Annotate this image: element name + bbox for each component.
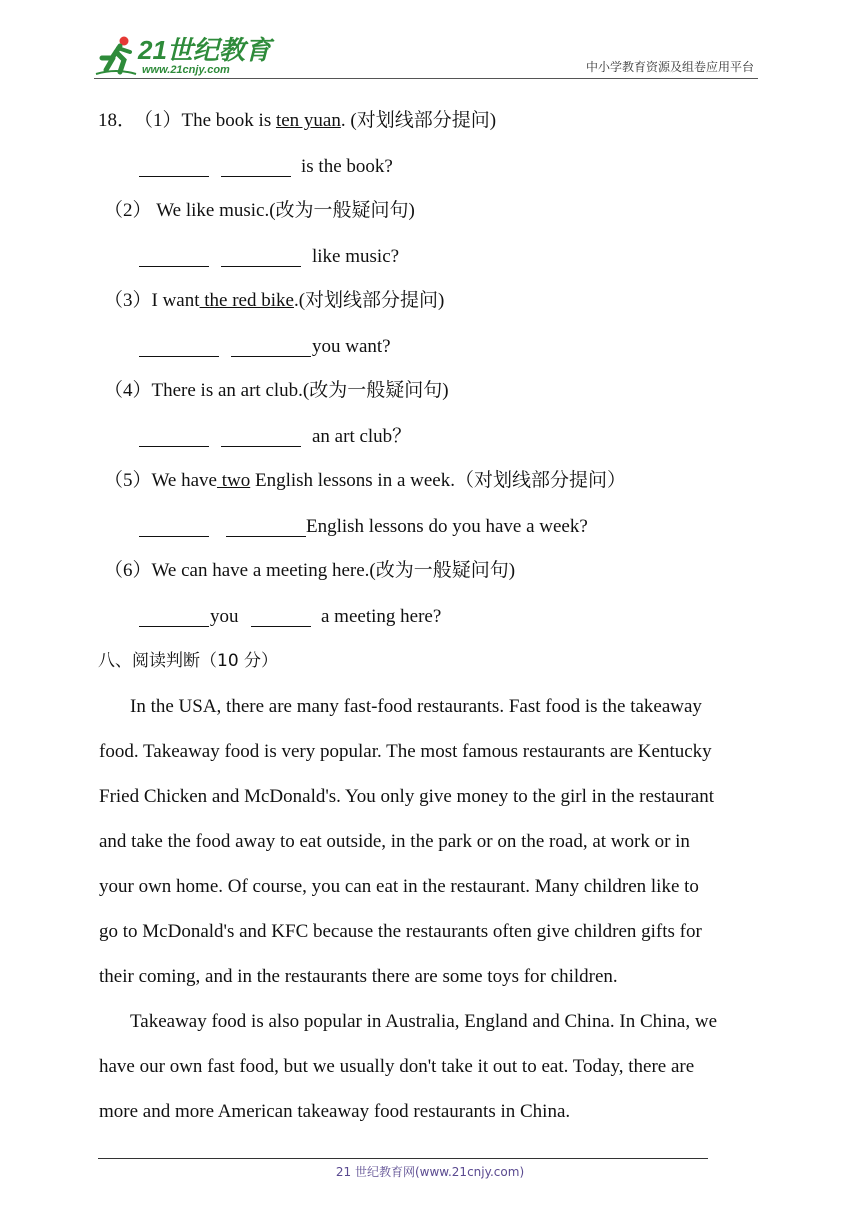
q18-p1-answer-line (0, 154, 860, 180)
answer-blank[interactable] (139, 338, 219, 357)
q18-p3-suffix: .(对划线部分提问) (293, 290, 445, 311)
q18-part3 (0, 288, 860, 314)
page-footer (0, 1164, 860, 1180)
footer-text: 21 世纪教育网(www.21cnjy.com) (335, 1165, 525, 1179)
q18-p5-answer-line (0, 514, 860, 540)
answer-blank[interactable] (221, 248, 301, 267)
paragraph-line: Fried Chicken and McDonald's. You only give money to the girl in the restaurant (99, 786, 715, 807)
q18-p2-text: （2） We like music.(改为一般疑问句) (104, 200, 415, 221)
q18-p3-underlined: the red bike (199, 290, 294, 311)
q18-p4-answer-line (0, 424, 860, 450)
answer-blank[interactable] (139, 518, 209, 537)
answer-blank[interactable] (226, 518, 306, 537)
paragraph-line: your own home. Of course, you can eat in the restaurant. Many children like to (99, 876, 699, 897)
paragraph-line: and take the food away to eat outside, in the park or on the road, at work or in (99, 831, 690, 852)
q18-number: 18． (98, 110, 137, 131)
q18-p5-suffix: English lessons in a week.（对划线部分提问） (250, 470, 626, 491)
answer-blank[interactable] (139, 608, 209, 627)
section-title (0, 648, 860, 674)
logo-text: 21世纪教育 (138, 35, 271, 65)
logo-url: www.21cnjy.com (142, 64, 230, 76)
header-platform-text: 中小学教育资源及组卷应用平台 (585, 60, 754, 74)
q18-p6-text: （6）We can have a meeting here.(改为一般疑问句) (104, 560, 516, 581)
paragraph-line: In the USA, there are many fast-food restaurants. Fast food is the takeaway (130, 696, 702, 717)
q18-p4-answer-tail: an art club？ (312, 426, 412, 447)
q18-p3-answer-line (0, 334, 860, 360)
q18-p1-prefix: （1）The book is (134, 110, 276, 131)
q18-p3-answer-tail: you want? (312, 336, 391, 357)
paragraph-line: food. Takeaway food is very popular. The most famous restaurants are Kentucky (99, 741, 712, 762)
site-logo (94, 34, 271, 80)
q18-part6 (0, 558, 860, 584)
footer-divider (98, 1158, 708, 1159)
q18-part5 (0, 468, 860, 494)
q18-p6-answer-line (0, 604, 860, 630)
page-header (0, 0, 860, 84)
answer-blank[interactable] (139, 248, 209, 267)
section8-title: 八、阅读判断（10 分） (98, 651, 279, 671)
q18-p2-answer-line (0, 244, 860, 270)
q18-p1-underlined: ten yuan (275, 110, 341, 131)
q18-p5-answer-tail: English lessons do you have a week? (306, 516, 588, 537)
paragraph-line: their coming, and in the restaurants there are some toys for children. (99, 966, 618, 987)
q18-p5-prefix: （5）We have (104, 470, 217, 491)
q18-p3-prefix: （3）I want (104, 290, 200, 311)
runner-logo-icon (94, 34, 138, 78)
q18-part1 (0, 108, 860, 134)
paragraph-line: more and more American takeaway food restaurants in China. (99, 1101, 571, 1122)
q18-p1-answer-tail: is the book? (301, 156, 393, 177)
q18-part2 (0, 198, 860, 224)
q18-p5-underlined: two (216, 470, 251, 491)
answer-blank[interactable] (231, 338, 311, 357)
answer-blank[interactable] (251, 608, 311, 627)
q18-p6-answer-tail: a meeting here? (321, 606, 442, 627)
answer-blank[interactable] (139, 428, 209, 447)
q18-p4-text: （4）There is an art club.(改为一般疑问句) (104, 380, 449, 401)
header-divider (94, 78, 758, 79)
paragraph-line: Takeaway food is also popular in Australia, England and China. In China, we (130, 1011, 718, 1032)
q18-part4 (0, 378, 860, 404)
answer-blank[interactable] (139, 158, 209, 177)
q18-p2-answer-tail: like music? (312, 246, 400, 267)
paragraph-line: go to McDonald's and KFC because the restaurants often give children gifts for (99, 921, 702, 942)
q18-p6-answer-mid: you (210, 606, 239, 627)
paragraph-line: have our own fast food, but we usually don't take it out to eat. Today, there are (99, 1056, 695, 1077)
answer-blank[interactable] (221, 428, 301, 447)
answer-blank[interactable] (221, 158, 291, 177)
q18-p1-suffix: . (对划线部分提问) (340, 110, 497, 131)
